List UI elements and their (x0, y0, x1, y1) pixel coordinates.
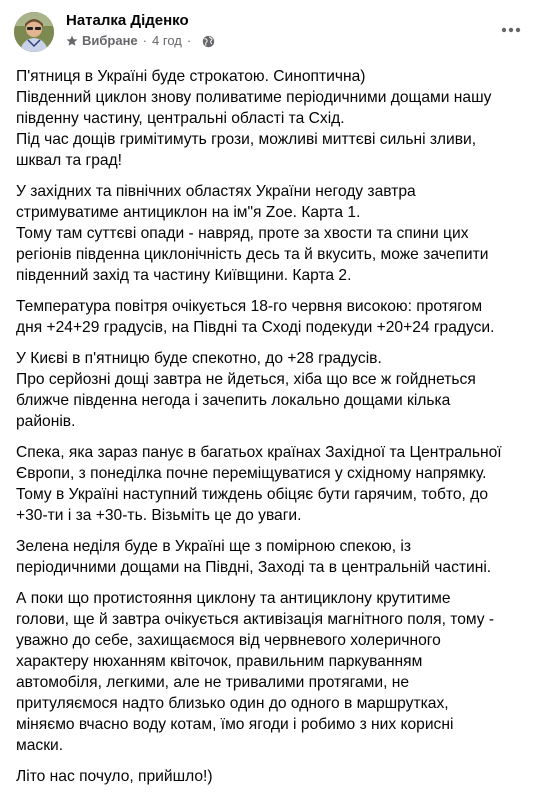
post-paragraph (16, 66, 528, 171)
post-text-line: періодичними дощами на Півдні, Заході та в центральній частині. (16, 559, 492, 576)
post-text-line: Тому там суттєві опади - навряд, проте за хвости та спини цих (16, 225, 469, 242)
post-header (0, 0, 539, 60)
post-text-line: Спека, яка зараз панує в багатьох країнах Західної та Центральної (16, 444, 502, 461)
avatar[interactable] (14, 12, 54, 52)
post-text-line: шквал та град! (16, 152, 122, 169)
post-paragraph (16, 348, 528, 432)
post-text-line: +30-ти і за +30-ть. Візьміть це до уваги. (16, 507, 302, 524)
post-text-line: У західних та північних областях України негоду завтра (16, 183, 416, 200)
post-text-line: А поки що протистояння циклону та антициклону крутитиме (16, 590, 451, 607)
post-time[interactable]: 4 год (152, 33, 182, 48)
post-text-line: уважно до себе, захищаємося від червневого холеричного (16, 632, 441, 649)
post-text-line: маски. (16, 737, 64, 754)
post-text-line: характеру нюханням квіточок, правильним паркуванням (16, 653, 423, 670)
post-text-line: Південний циклон знову поливатиме періодичними дощами нашу (16, 89, 492, 106)
meta-separator-2: · (186, 33, 192, 48)
meta-separator-1: · (142, 33, 148, 48)
favorites-label[interactable]: Вибране (82, 33, 138, 48)
post-text-line: Літо нас почуло, прийшло!) (16, 768, 213, 785)
post-text-line: Зелена неділя буде в Україні ще з помірною спекою, із (16, 538, 412, 555)
avatar-image (14, 12, 54, 52)
post-text (16, 66, 528, 797)
author-name[interactable]: Наталка Діденко (66, 12, 189, 29)
post-text-line: У Києві в п'ятницю буде спекотно, до +28 градусів. (16, 350, 382, 367)
post-paragraph (16, 766, 528, 787)
post-text-line: Температура повітря очікується 18-го червня високою: протягом (16, 298, 483, 315)
post-text-line: міняємо вчасно воду котам, їмо ягоди і робимо з них корисні (16, 716, 454, 733)
post-paragraph (16, 536, 528, 578)
post-text-line: Тому в Україні наступний тиждень обіцяє бути гарячим, тобто, до (16, 486, 488, 503)
post-text-line: Про серйозні дощі завтра не йдеться, хіба що все ж гойднеться (16, 371, 476, 388)
star-icon (66, 35, 78, 47)
post-paragraph (16, 296, 528, 338)
post-meta (66, 33, 215, 49)
post-text-line: Європи, з понеділка почне переміщуватися у східному напрямку. (16, 465, 487, 482)
post-text-line: районів. (16, 413, 76, 430)
post-text-line: ближче південна негода і зачепить локально дощами кілька (16, 392, 451, 409)
post-text-line: південну частину, центральні області та Схід. (16, 110, 345, 127)
post-paragraph (16, 442, 528, 526)
post-paragraph (16, 181, 528, 286)
post-text-line: голови, ще й завтра очікується активізація магнітного поля, тому - (16, 611, 495, 628)
post-text-line: Під час дощів гримітимуть грози, можливі миттєві сильні зливи, (16, 131, 477, 148)
post-text-line: південний захід та частину Київщини. Карта 2. (16, 267, 352, 284)
post-text-line: автомобіля, легкими, але не тривалими протягами, не (16, 674, 410, 691)
more-options-icon (500, 19, 522, 41)
post-text-line: П'ятниця в Україні буде строкатою. Синоптична) (16, 68, 366, 85)
post-paragraph (16, 588, 528, 756)
more-options-button[interactable] (495, 14, 527, 46)
post-text-line: регіонів південна циклонічність десь та й вкусить, може зачепити (16, 246, 489, 263)
post-text-line: притуляємося надто близько один до одного в маршрутках, (16, 695, 449, 712)
post-text-line: стримуватиме антициклон на ім"я Zoe. Карта 1. (16, 204, 361, 221)
post-text-line: дня +24+29 градусів, на Півдні та Сході подекуди +20+24 градуси. (16, 319, 495, 336)
globe-icon[interactable] (202, 35, 215, 48)
